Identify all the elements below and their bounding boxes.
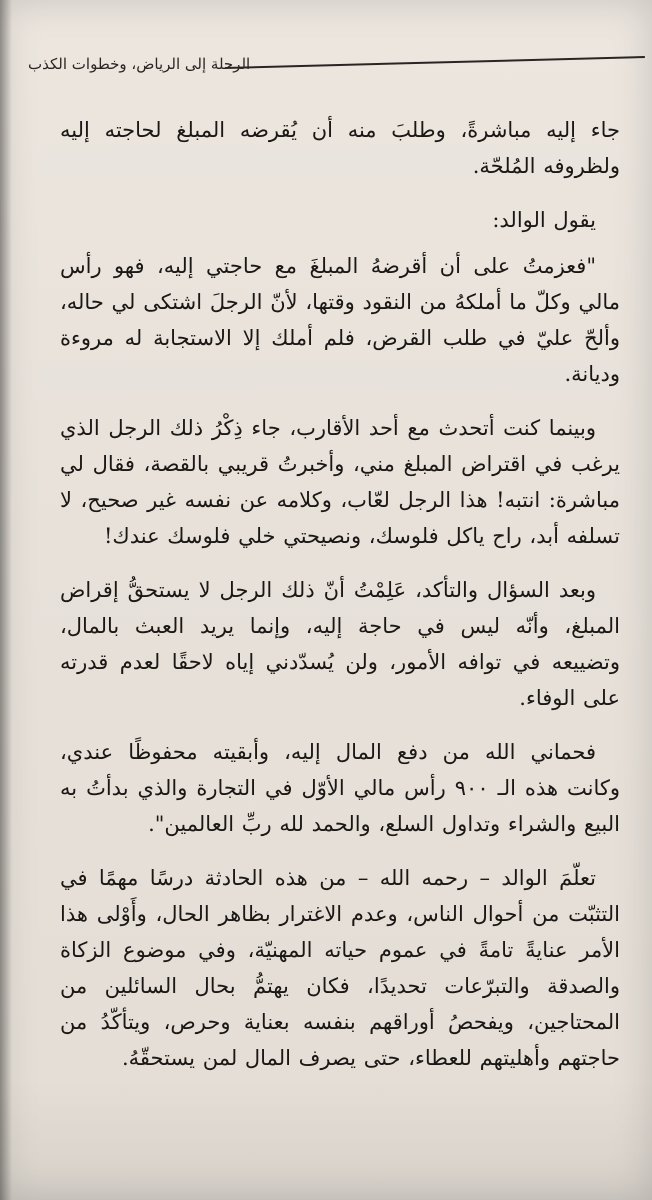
paragraph-father-says: يقول الوالد: bbox=[492, 208, 596, 232]
paragraph-verification: وبعد السؤال والتأكد، عَلِمْتُ أنّ ذلك الرجل لا يستحقُّ إقراض المبلغ، وأنّه ليس في حاجة إليه، وإنما يريد العبث بالمال، وتضييعه في توافه الأمور، ولن يُسدّدني إياه لاحقًا لعدم قدرته على الوفاء. bbox=[60, 578, 620, 710]
body-text bbox=[60, 112, 620, 1094]
running-header bbox=[10, 55, 642, 95]
paragraph-continuation: جاء إليه مباشرةً، وطلبَ منه أن يُقرضه المبلغ لحاجته إليه ولظروفه المُلحّة. bbox=[60, 118, 620, 178]
running-title: الرحلة إلى الرياض، وخطوات الكذب bbox=[28, 55, 251, 73]
paragraph-capital: فحماني الله من دفع المال إليه، وأبقيته محفوظًا عندي، وكانت هذه الـ ٩٠٠ رأس مالي الأوّل في التجارة والذي بدأتُ به البيع والشراء وتداول السلع، والحمد لله ربِّ العالمين". bbox=[60, 740, 621, 836]
paragraph-lesson: تعلّمَ الوالد – رحمه الله – من هذه الحادثة درسًا مهمًا في التثبّت من أحوال الناس، وعدم الاغترار بظاهر الحال، وأَوْلى هذا الأمر عنايةً تامةً في عموم حياته المهنيّة، وفي موضوع الزكاة والصدقة والتبرّعات تحديدًا، فكان يهتمُّ بحال السائلين من المحتاجين، ويفحصُ أوراقهم بنفسه بعناية وحرص، ويتأكّدُ من حاجتهم وأهليتهم للعطاء، حتى يصرف المال لمن يستحقّهُ. bbox=[60, 866, 620, 1070]
paragraph-quote-start: "فعزمتُ على أن أقرضهُ المبلغَ مع حاجتي إليه، فهو رأس مالي وكلّ ما أملكهُ من النقود وقتها، لأنّ الرجلَ اشتكى لي حاله، وألحّ عليّ في طلب القرض، فلم أملك إلا الاستجابة له مروءة وديانة. bbox=[60, 254, 620, 386]
header-rule bbox=[225, 56, 645, 69]
paragraph-relative-warning: وبينما كنت أتحدث مع أحد الأقارب، جاء ذِكْرُ ذلك الرجل الذي يرغب في اقتراض المبلغ مني، وأخبرتُ قريبي بالقصة، فقال لي مباشرة: انتبه! هذا الرجل لعّاب، وكلامه عن نفسه غير صحيح، لا تسلفه أبد، راح ياكل فلوسك، ونصيحتي خلي فلوسك عندك! bbox=[60, 416, 620, 548]
